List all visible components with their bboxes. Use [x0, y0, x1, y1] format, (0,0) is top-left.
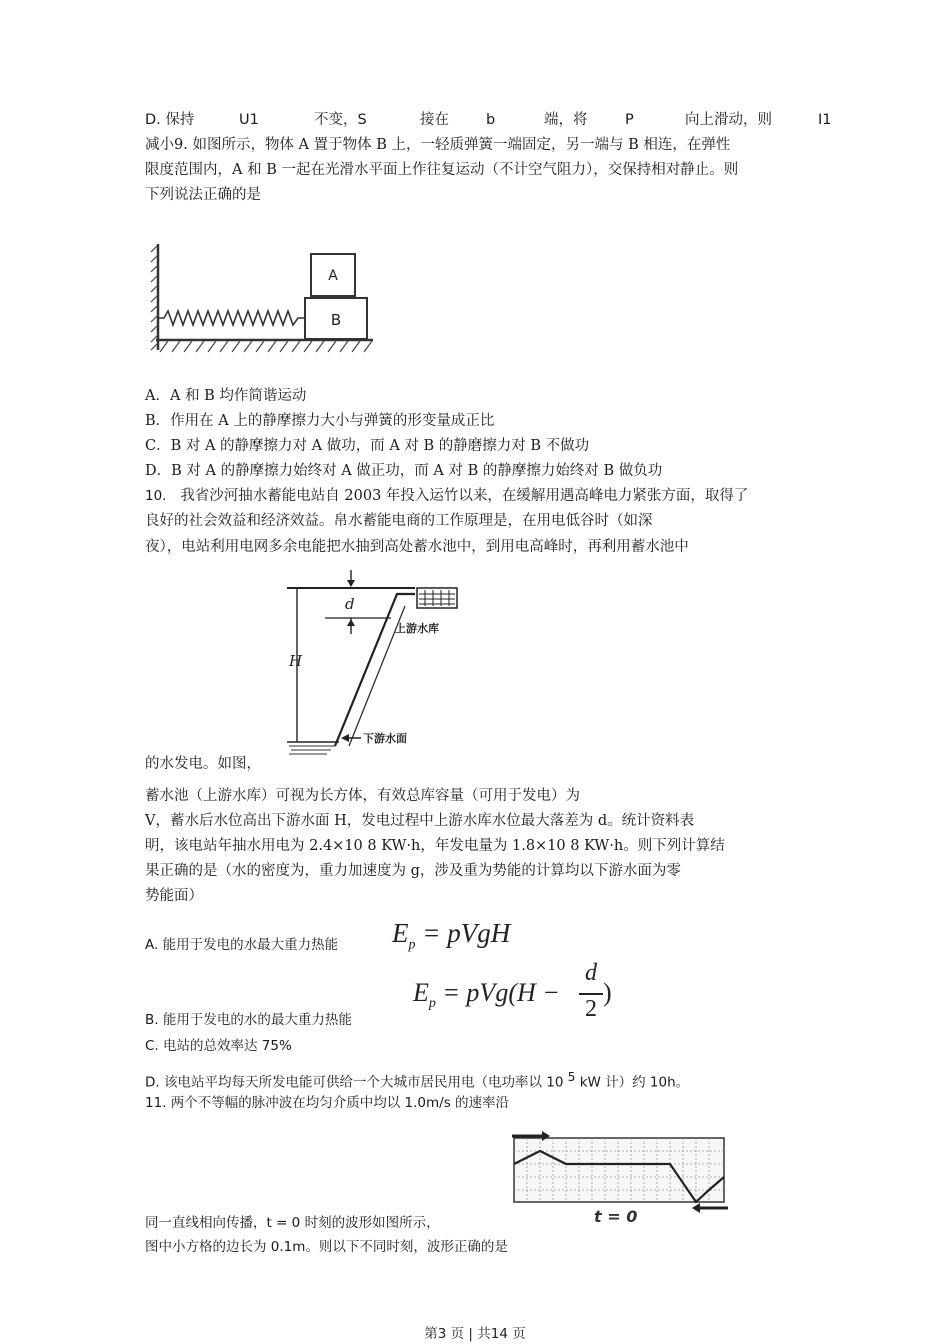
spring	[159, 311, 305, 325]
q9-option-b: B．作用在 A 上的静摩擦力大小与弹簧的形变量成正比	[145, 413, 495, 429]
dam-slope	[335, 594, 415, 746]
formula-b-mid: = pVg(H −	[442, 978, 560, 1007]
q10-line-4: 的水发电。如图，	[145, 756, 261, 772]
reservoir-figure	[283, 566, 463, 758]
q10-line-6: V，蓄水后水位高出下游水面 H，发电过程中上游水库水位最大落差为 d。统计资料表	[145, 813, 695, 829]
wave-grid-frame	[514, 1138, 724, 1202]
q10-line-3: 夜），电站利用电网多余电能把水抽到高处蓄水池中，到用电高峰时，再利用蓄水池中	[145, 539, 689, 555]
formula-a-lhs: E	[392, 918, 409, 948]
q10-line-7: 明，该电站年抽水用电为 2.4×10 8 KW·h，年发电量为 1.8×10 8 KW·h。则下列计算结	[145, 838, 725, 854]
q10-number: 10.	[145, 488, 167, 504]
block-a-label: A	[328, 268, 338, 284]
q9-option-a: A．A 和 B 均作简谐运动	[145, 388, 307, 404]
upper-reservoir-block	[417, 588, 457, 608]
formula-b-num: d	[585, 960, 597, 986]
formula-b-sub: p	[428, 996, 436, 1012]
q10-option-d	[145, 1066, 689, 1094]
spring-block-figure	[148, 222, 398, 362]
block-b-label: B	[330, 311, 342, 329]
time-label: t = 0	[594, 1207, 638, 1226]
q10-line-9: 势能面）	[145, 888, 203, 904]
var-i1: I1	[818, 112, 832, 128]
q10-option-b: B. 能用于发电的水的最大重力热能	[145, 1012, 352, 1028]
q10-option-c: C. 电站的总效率达 75%	[145, 1038, 292, 1054]
q9-line-3: 下列说法正确的是	[145, 187, 261, 203]
q10-line-1	[145, 485, 748, 507]
text-end: 端，将	[544, 112, 588, 128]
formula-b-close: )	[603, 978, 612, 1007]
formula-a	[392, 918, 510, 953]
text-slide: 向上滑动，则	[685, 112, 772, 128]
q10-option-d-pre: D. 该电站平均每天所发电能可供给一个大城市居民用电（电功率以 10	[145, 1074, 564, 1091]
label-d: d	[345, 595, 355, 613]
q11-line-2: 同一直线相向传播，t = 0 时刻的波形如图所示，	[145, 1215, 440, 1231]
q9-option-c: C．B 对 A 的静摩擦力对 A 做功，而 A 对 B 的静磨擦力对 B 不做功	[145, 438, 590, 454]
formula-b-den: 2	[585, 996, 597, 1022]
var-p: P	[625, 112, 634, 128]
q10-line-8: 果正确的是（水的密度为，重力加速度为 g，涉及重为势能的计算均以下游水面为零	[145, 863, 681, 879]
formula-b-lhs: E	[413, 978, 429, 1007]
label-upper-reservoir: 上游水库	[395, 622, 439, 635]
lower-water-hatch	[289, 746, 335, 754]
formula-b	[413, 978, 560, 1012]
page-footer: 第3 页 | 共14 页	[424, 1326, 526, 1342]
var-b: b	[486, 112, 496, 128]
var-u1: U1	[239, 112, 259, 128]
formula-b-fraction-bar	[579, 993, 603, 995]
formula-a-rhs: = pVgH	[422, 918, 511, 948]
ground-hatching	[160, 341, 372, 352]
q9-line-1: 减小9. 如图所示，物体 A 置于物体 B 上，一轻质弹簧一端固定，另一端与 B 相连，在弹性	[145, 137, 731, 153]
q10-line-1-text: 我省沙河抽水蓄能电站自 2003 年投入运竹以来，在缓解用遇高峰电力紧张方面，取得了	[180, 488, 749, 504]
q9-option-d: D．B 对 A 的静摩擦力始终对 A 做正功，而 A 对 B 的静摩擦力始终对 B 做负功	[145, 463, 663, 479]
q10-line-2: 良好的社会效益和经济效益。帛水蓄能电商的工作原理是，在用电低谷时（如深	[145, 513, 653, 529]
pulse-wave-figure	[506, 1122, 732, 1226]
label-lower-water: 下游水面	[363, 732, 407, 745]
q11-line-1: 11. 两个不等幅的脉冲波在均匀介质中均以 1.0m/s 的速率沿	[145, 1095, 510, 1111]
text-connect: 接在	[420, 112, 449, 128]
q10-line-5: 蓄水池（上游水库）可视为长方体，有效总库容量（可用于发电）为	[145, 788, 580, 804]
formula-a-sub: p	[408, 937, 416, 953]
q10-option-d-sup: 5	[567, 1070, 576, 1084]
option-d-prefix: D. 保持	[145, 112, 195, 128]
q9-line-2: 限度范围内，A 和 B 一起在光滑水平面上作往复运动（不计空气阻力），交保持相对静止。则	[145, 162, 739, 178]
label-h: H	[289, 652, 303, 670]
q10-option-a: A. 能用于发电的水最大重力热能	[145, 937, 339, 953]
text-unchanged: 不变，S	[314, 112, 367, 128]
q11-line-3: 图中小方格的边长为 0.1m。则以下不同时刻，波形正确的是	[145, 1239, 508, 1255]
q10-option-d-post: kW 计）约 10h。	[579, 1074, 690, 1091]
